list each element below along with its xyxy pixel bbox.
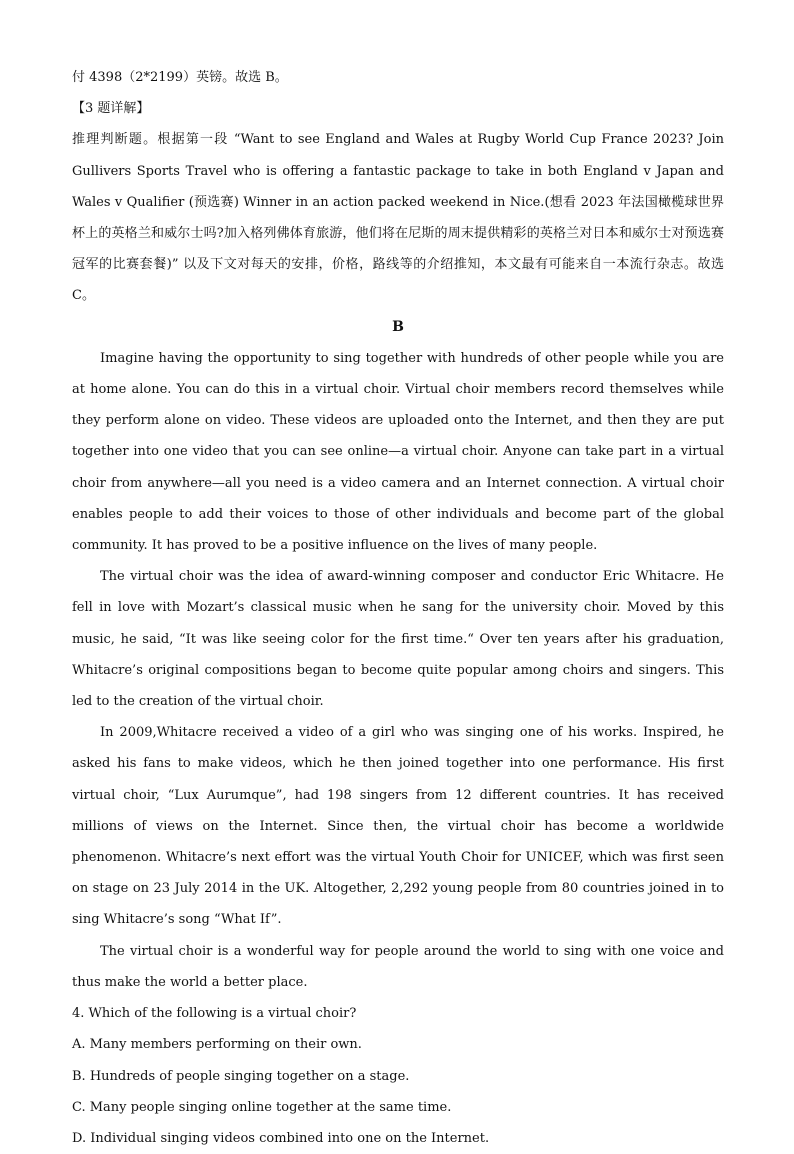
- question-option-b: B. Hundreds of people singing together on a stage.: [72, 1068, 410, 1084]
- question-option-c: C. Many people singing online together at the same time.: [72, 1099, 452, 1115]
- passage-paragraph-4: The virtual choir is a wonderful way for people around the world to sing with one voice and thus make the world a better place.: [72, 943, 724, 990]
- passage-paragraph-3: In 2009,Whitacre received a video of a girl who was singing one of his works. Inspired, he asked his fans to make videos, which he then joined together into one performance. His first virtual choir, “Lux Aurumque”, had 198 singers from 12 different countries. It has received millions of views on the Internet. Since then, the virtual choir has become a worldwide phenomenon. Whitacre’s next effort was the virtual Youth Choir for UNICEF, which was first seen on stage on 23 July 2014 in the UK. Altogether, 2,292 young people from 80 countries joined in to sing Whitacre’s song “What If”.: [72, 725, 724, 928]
- answer-line: 付 4398（2*2199）英镑。故选 B。: [72, 70, 288, 85]
- question-option-a: A. Many members performing on their own.: [72, 1037, 362, 1053]
- passage-paragraph-2: The virtual choir was the idea of award-winning composer and conductor Eric Whitacre. He fell in love with Mozart’s classical music when he sang for the university choir. Moved by this music, he said, “It was like seeing color for the first time.“ Over ten years after his graduation, Whitacre’s original compositions began to become quite popular among choirs and singers. This led to the creation of the virtual choir.: [72, 569, 724, 710]
- section-title: B: [392, 318, 404, 335]
- question-option-d: D. Individual singing videos combined into one on the Internet.: [72, 1130, 490, 1146]
- explanation-heading: 【3 题详解】: [72, 101, 150, 117]
- explanation-text: 推理判断题。根据第一段 “Want to see England and Wales at Rugby World Cup France 2023? Join Gullivers Sports Travel who is offering a fantastic package to take in both England v Japan and Wales v Qualifier (预选赛) Winner in an action packed weekend in Nice.(想看 2023 年法国橄榄球世界杯上的英格兰和威尔士吗?加入格列佛体育旅游，他们将在尼斯的周末提供精彩的英格兰对日本和威尔士对预选赛冠军的比赛套餐)” 以及下文对每天的安排，价格，路线等的介绍推知，本文最有可能来自一本流行杂志。故选 C。: [72, 132, 724, 304]
- question-stem: 4. Which of the following is a virtual choir?: [72, 1006, 357, 1022]
- passage-paragraph-1: Imagine having the opportunity to sing together with hundreds of other people while you are at home alone. You can do this in a virtual choir. Virtual choir members record themselves while they perform alone on video. These videos are uploaded onto the Internet, and then they are put together into one video that you can see online—a virtual choir. Anyone can take part in a virtual choir from anywhere—all you need is a video camera and an Internet connection. A virtual choir enables people to add their voices to those of other individuals and become part of the global community. It has proved to be a positive influence on the lives of many people.: [72, 350, 724, 554]
- document-page: [72, 62, 724, 1154]
